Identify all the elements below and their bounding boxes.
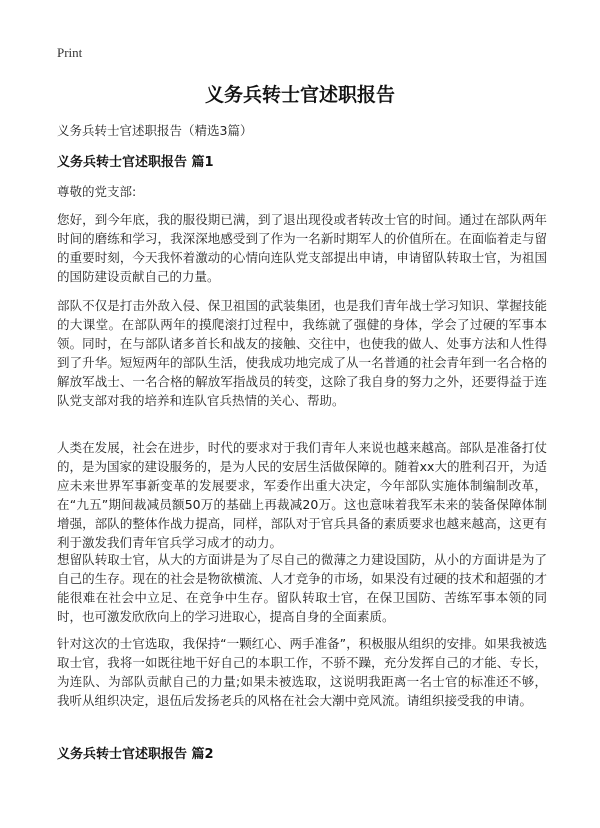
- section-heading-1: 义务兵转士官述职报告 篇1: [57, 155, 214, 170]
- section-heading-2: 义务兵转士官述职报告 篇2: [57, 747, 214, 762]
- paragraph-3: 人类在发展，社会在进步，时代的要求对于我们青年人来说也越来越高。部队是准备打仗的，是为国家的建设服务的，是为人民的安居生活做保障的。随着xx大的胜利召开，为适应未来世界军事新变革的发展要求，军委作出重大决定，今年部队实施体制编制改革，在“九五”期间裁减员额50万的基础上再裁减20万。这也意味着我军未来的装备保障体制增强，部队的整体作战力提高，同样，部队对于官兵具备的素质要求也越来越高，这更有利于激发我们青年官兵学习成才的动力。: [57, 440, 547, 550]
- paragraph-2: 部队不仅是打击外敌入侵、保卫祖国的武装集团，也是我们青年战士学习知识、掌握技能的大课堂。在部队两年的摸爬滚打过程中，我练就了强健的身体，学会了过硬的军事本领。同时，在与部队诸多首长和战友的接触、交往中，也使我的做人、处事方法和人性得到了升华。短短两年的部队生活，使我成功地完成了从一名普通的社会青年到一名合格的解放军战士、一名合格的解放军指战员的转变，这除了我自身的努力之外，还要得益于连队党支部对我的培养和连队官兵热情的关心、帮助。: [57, 298, 547, 408]
- paragraph-5: 针对这次的士官选取，我保持“一颗红心、两手准备”，积极服从组织的安排。如果我被选取士官，我将一如既往地干好自己的本职工作，不骄不躁，充分发挥自己的才能、专长，为连队、为部队贡献自己的力量;如果未被选取，这说明我距离一名士官的标准还不够，我听从组织决定，退伍后发扬老兵的风格在社会大潮中竞风流。请组织接受我的申请。: [57, 636, 547, 708]
- paragraph-4: 想留队转取士官，从大的方面讲是为了尽自己的微薄之力建设国防，从小的方面讲是为了自己的生存。现在的社会是物欲横流、人才竞争的市场，如果没有过硬的技术和超强的才能很难在社会中立足、在竞争中生存。留队转取士官，在保卫国防、苦练军事本领的同时，也可激发欣欣向上的学习进取心，提高自身的全面素质。: [57, 552, 547, 624]
- paragraph-1: 您好，到今年底，我的服役期已满，到了退出现役或者转改士官的时间。通过在部队两年时间的磨练和学习，我深深地感受到了作为一名新时期军人的价值所在。在面临着走与留的重要时刻，今天我怀着激动的心情向连队党支部提出申请，申请留队转取士官，为祖国的国防建设贡献自己的力量。: [57, 212, 547, 284]
- page-title: 义务兵转士官述职报告: [204, 84, 395, 106]
- document-subtitle: 义务兵转士官述职报告（精选3篇）: [57, 123, 253, 138]
- salutation: 尊敬的党支部:: [57, 184, 137, 199]
- print-label[interactable]: Print: [57, 45, 83, 60]
